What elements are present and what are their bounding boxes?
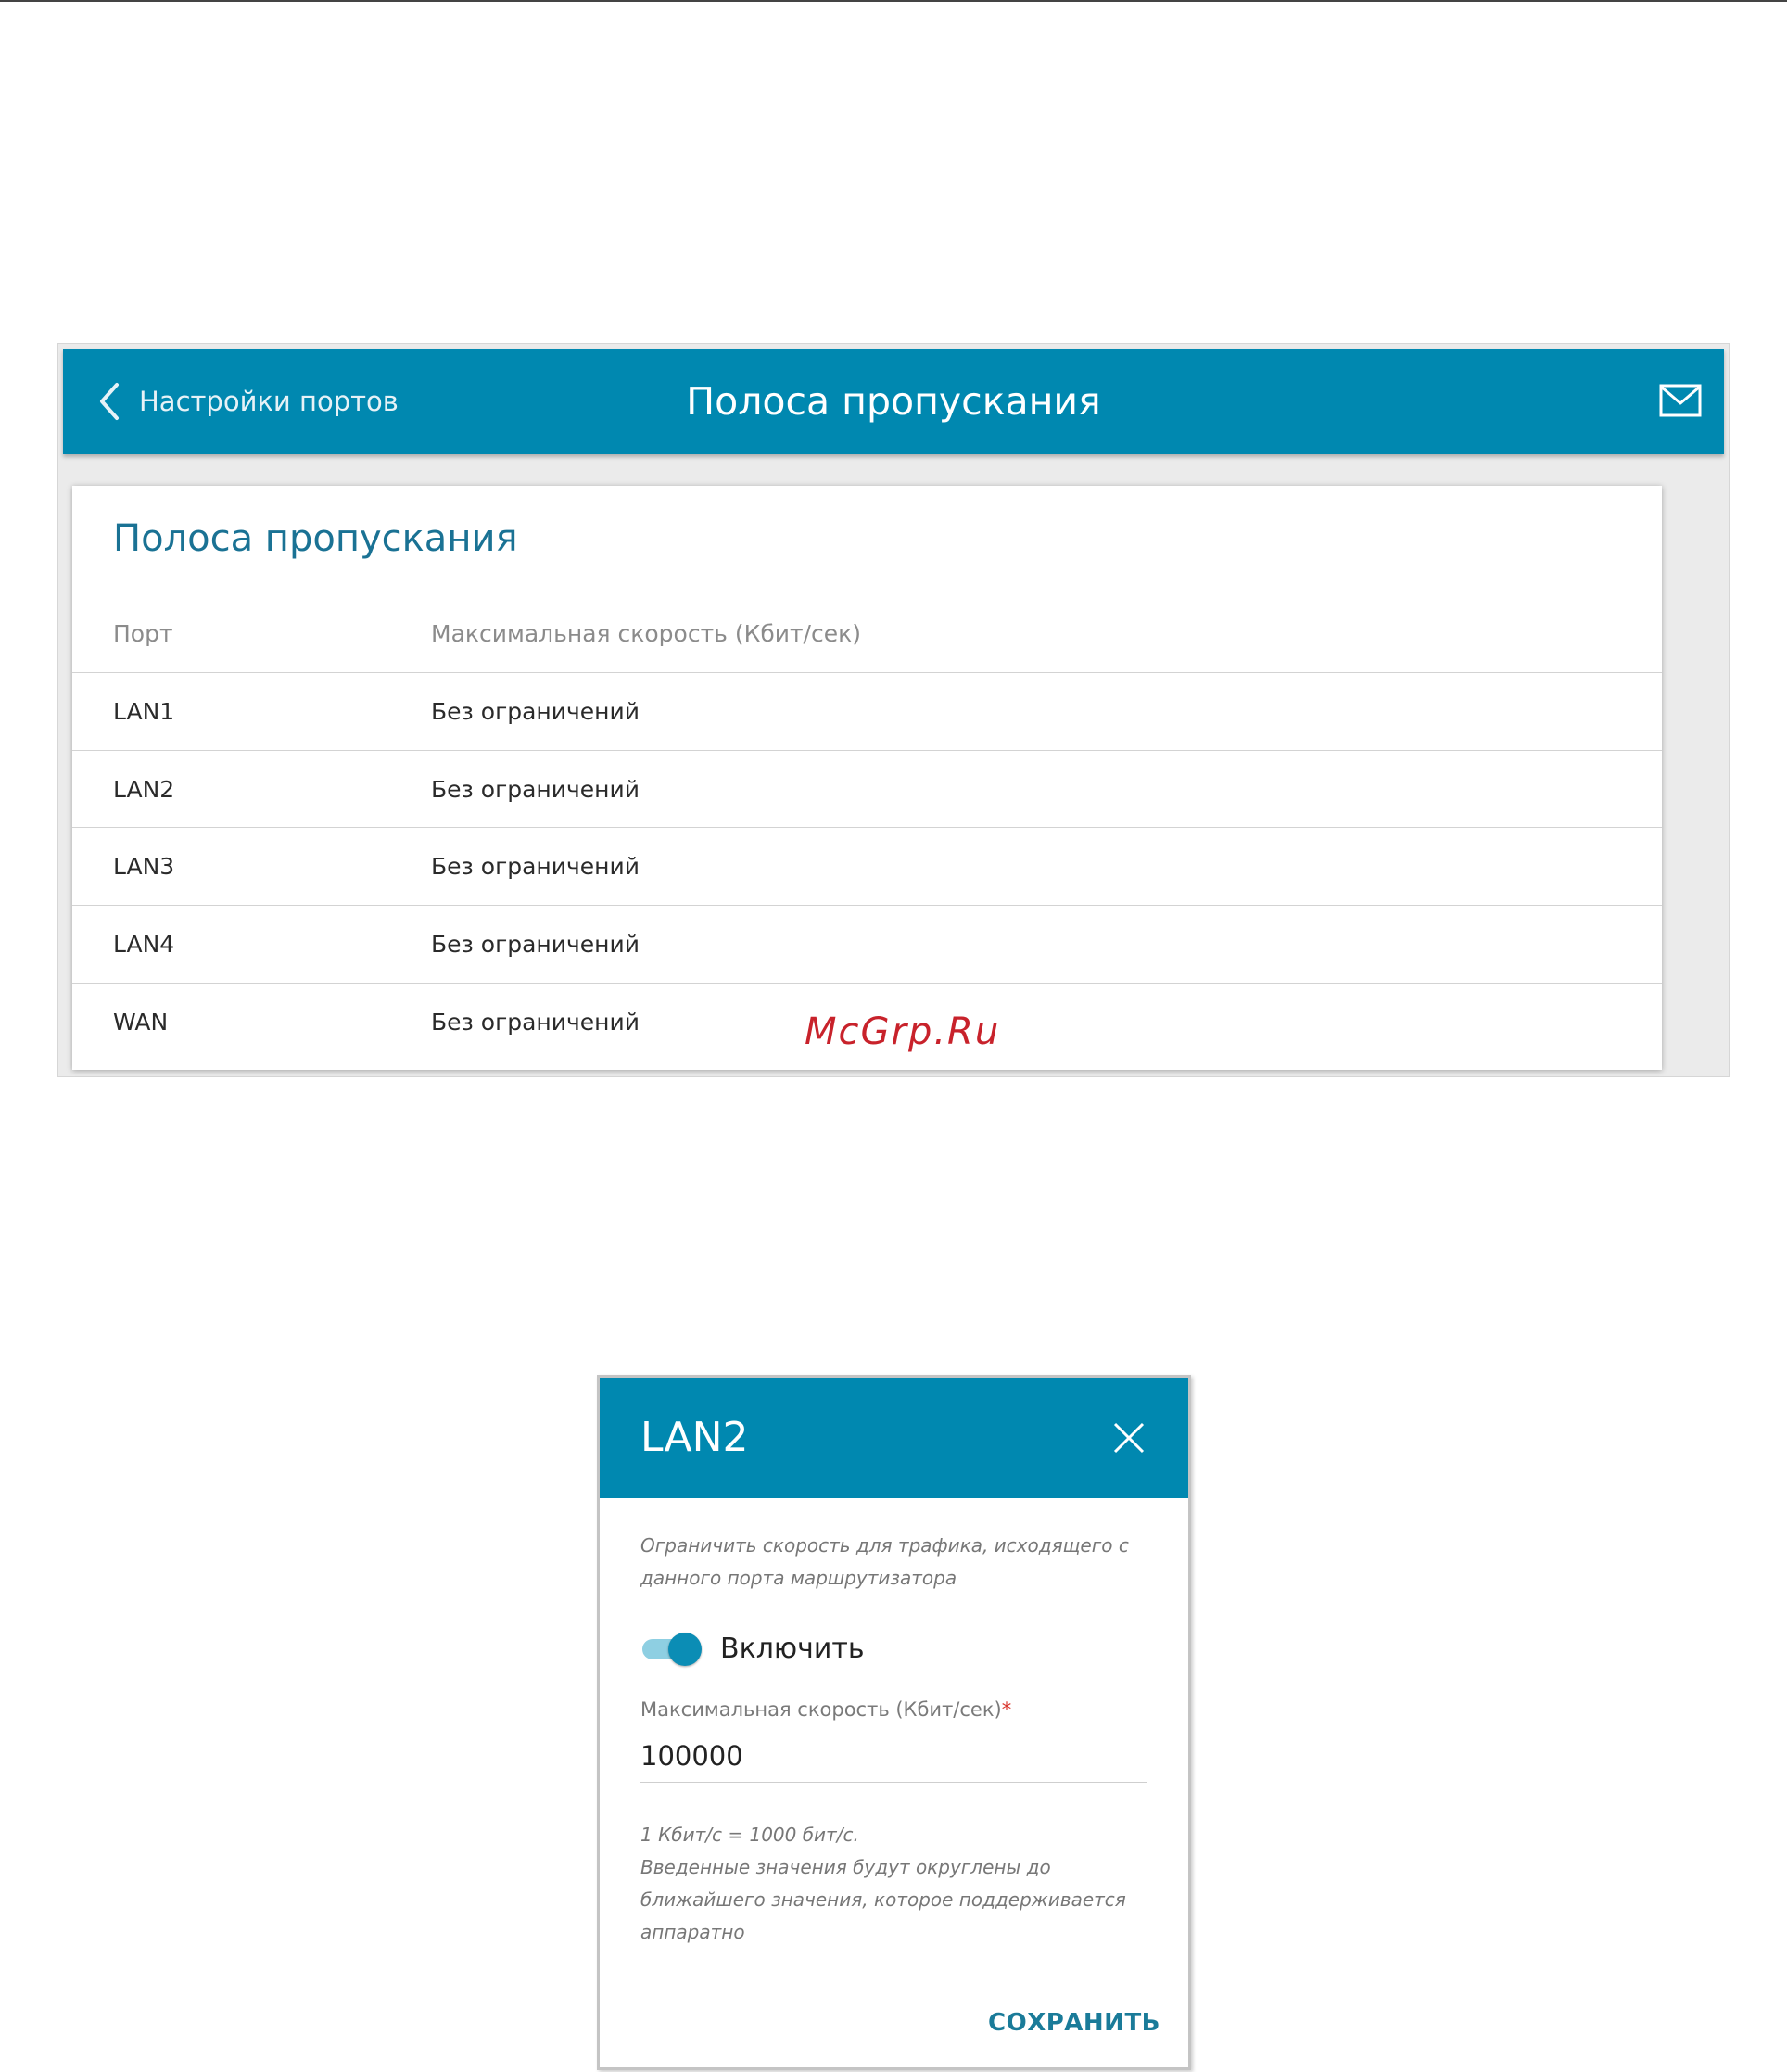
dialog-title: LAN2 — [640, 1414, 749, 1461]
port-cell: LAN2 — [113, 776, 175, 803]
save-button[interactable]: СОХРАНИТЬ — [988, 2009, 1160, 2037]
port-cell: LAN3 — [113, 853, 175, 880]
table-row[interactable] — [72, 827, 1662, 906]
bandwidth-screenshot — [57, 343, 1730, 1077]
enable-toggle-label: Включить — [720, 1633, 865, 1665]
port-speed-dialog — [597, 1375, 1191, 2070]
speed-cell: Без ограничений — [431, 698, 640, 725]
speed-cell: Без ограничений — [431, 931, 640, 958]
note-rounding: Введенные значения будут округлены до ближайшего значения, которое поддерживается аппаратно — [640, 1856, 1126, 1943]
port-cell: LAN1 — [113, 698, 175, 725]
page-top-rule — [0, 0, 1787, 2]
card-title: Полоса пропускания — [113, 517, 518, 560]
dialog-note — [640, 1819, 1160, 1949]
max-speed-label-text: Максимальная скорость (Кбит/сек) — [640, 1698, 1002, 1721]
max-speed-label — [640, 1698, 1011, 1721]
table-row[interactable] — [72, 905, 1662, 984]
toggle-knob — [668, 1633, 702, 1666]
port-cell: WAN — [113, 1009, 169, 1036]
close-icon[interactable] — [1112, 1421, 1146, 1455]
speed-cell: Без ограничений — [431, 853, 640, 880]
table-row[interactable] — [72, 750, 1662, 829]
note-unit: 1 Кбит/с = 1000 бит/с. — [640, 1824, 859, 1846]
back-link-label: Настройки портов — [139, 386, 399, 417]
column-header-max-speed: Максимальная скорость (Кбит/сек) — [431, 620, 861, 647]
port-cell: LAN4 — [113, 931, 175, 958]
dialog-description: Ограничить скорость для трафика, исходящего с данного порта маршрутизатора — [640, 1534, 1129, 1589]
watermark: McGrp.Ru — [805, 1011, 1001, 1053]
chevron-left-icon — [96, 381, 122, 422]
dialog-header — [600, 1378, 1188, 1498]
column-header-port: Порт — [113, 620, 173, 647]
max-speed-input[interactable] — [640, 1730, 1147, 1783]
back-link[interactable] — [96, 349, 399, 454]
bandwidth-card — [72, 486, 1662, 1070]
mail-icon[interactable] — [1659, 384, 1702, 417]
speed-cell: Без ограничений — [431, 776, 640, 803]
speed-cell: Без ограничений — [431, 1009, 640, 1036]
table-row[interactable] — [72, 672, 1662, 751]
enable-toggle[interactable] — [640, 1631, 702, 1668]
required-mark: * — [1001, 1698, 1012, 1721]
page-title: Полоса пропускания — [686, 379, 1101, 424]
page-header — [63, 349, 1724, 454]
